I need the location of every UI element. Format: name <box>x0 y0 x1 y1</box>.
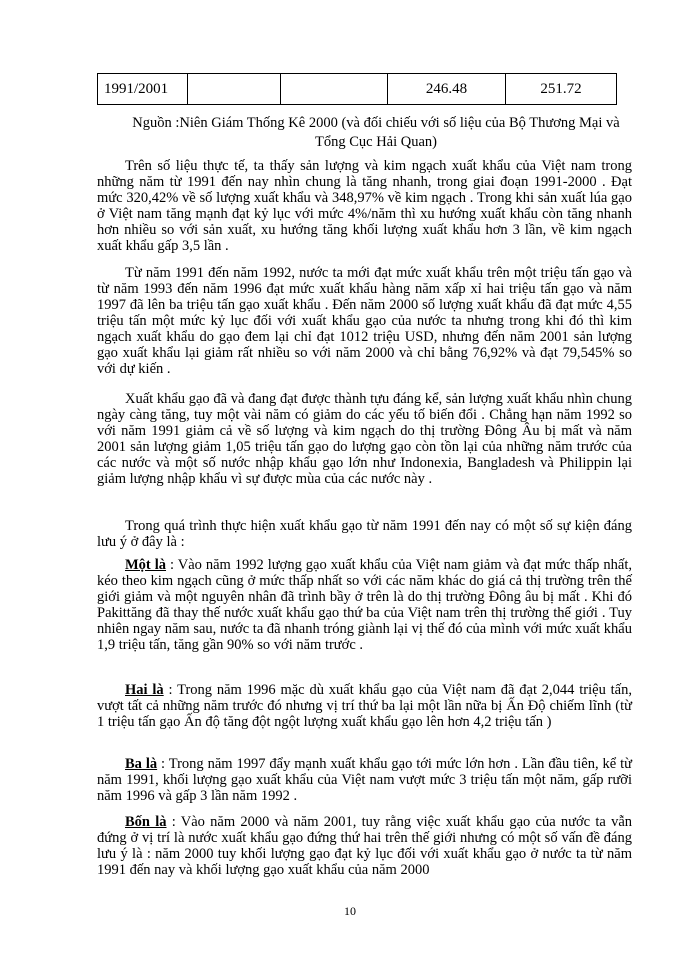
source-note: Nguồn :Niên Giám Thống Kê 2000 (và đối chiếu với số liệu của Bộ Thương Mại và Tổng Cục Hải Quan) <box>132 115 620 150</box>
paragraph-text <box>97 756 632 804</box>
table-cell-value: 246.48 <box>388 74 506 105</box>
paragraph-event-one <box>97 557 632 653</box>
paragraph <box>97 158 632 254</box>
event-label: Hai là <box>125 682 164 698</box>
event-label: Bốn là <box>125 814 167 830</box>
paragraph-text: Từ năm 1991 đến năm 1992, nước ta mới đạt mức xuất khẩu trên một triệu tấn gạo và từ năm 1993 đến năm 1996 đạt mức xuất khẩu hàng năm xấp xỉ hai triệu tấn gạo và năm 1997 đã lên ba triệu tấn gạo xuất khẩu . Đến năm 2000 số lượng xuất khẩu đã đạt mức 4,55 triệu tấn một mức kỷ lục đối với xuất khẩu gạo của nước ta nhưng trong khi đó thì kim ngạch xuất khẩu do gạo đem lại chỉ đạt 1012 triệu USD, nhưng đến năm 2001 sản lượng gạo xuất khẩu lại giảm rất nhiều so với năm 2000 và chỉ bằng 76,92% và đạt 79,545% so với dự kiến . <box>97 265 632 377</box>
paragraph-event-three <box>97 756 632 804</box>
paragraph <box>97 265 632 377</box>
table-cell-period: 1991/2001 <box>98 74 188 105</box>
paragraph-text: Trên số liệu thực tế, ta thấy sản lượng và kim ngạch xuất khẩu của Việt nam trong những năm từ 1991 đến nay nhìn chung là tăng nhanh, trong giai đoạn 1991-2000 . Đạt mức 320,42% về số lượng xuất khẩu và 348,97% về kim ngạch . Trong khi sản xuất lúa gạo ở Việt nam tăng mạnh đạt kỷ lục với mức 4%/năm thì xu hướng xuất khẩu còn tăng nhanh hơn nhiều so với sản xuất, xu hướng tăng khối lượng xuất khẩu hơn 3 lần, về kim ngạch xuất khẩu gấp 3,5 lần . <box>97 158 632 254</box>
paragraph-event-four <box>97 814 632 878</box>
table-cell <box>281 74 388 105</box>
event-label: Ba là <box>125 756 158 772</box>
paragraph-text <box>97 814 632 878</box>
paragraph-text: Trong quá trình thực hiện xuất khẩu gạo từ năm 1991 đến nay có một số sự kiện đáng lưu ý ở đây là : <box>97 518 632 550</box>
event-text: : Trong năm 1997 đẩy mạnh xuất khẩu gạo tới mức lớn hơn . Lần đầu tiên, kể từ năm 1991, khối lượng gạo xuất khẩu của Việt nam vượt mức 3 triệu tấn một năm, gấp rưỡi năm 1996 và gấp 3 lần năm 1992 . <box>97 756 632 804</box>
table-row <box>98 74 617 105</box>
paragraph-text <box>97 682 632 730</box>
table-cell <box>188 74 281 105</box>
paragraph <box>97 518 632 550</box>
event-text: : Vào năm 1992 lượng gạo xuất khẩu của Việt nam giảm và đạt mức thấp nhất, kéo theo kim ngạch cũng ở mức thấp nhất so với các năm khác do giá cả thị trường trên thế giới giảm và một nguyên nhân đã trình bầy ở trên là do thị trường Đông âu bị mất . Khi đó Pakittăng đã thay thế nước xuất khẩu gạo thứ ba của Việt nam trên thị trường thế giới . Tuy nhiên ngay năm sau, nước ta đã nhanh tróng giành lại vị thế đó của mình với mức xuất khẩu 1,9 triệu tấn, tăng gần 90% so với năm trước . <box>97 557 632 653</box>
table-cell-value: 251.72 <box>506 74 617 105</box>
paragraph-event-two <box>97 682 632 730</box>
event-text: : Trong năm 1996 mặc dù xuất khẩu gạo của Việt nam đã đạt 2,044 triệu tấn, vượt tất cả những năm trước đó nhưng vị trí thứ ba lại một lần nữa bị Ấn Độ chiếm lĩnh (từ 1 triệu tấn gạo Ấn độ tăng đột ngột lượng xuất khẩu gạo lên hơn 4,2 triệu tấn ) <box>97 682 632 730</box>
export-data-table <box>97 73 617 105</box>
event-text: : Vào năm 2000 và năm 2001, tuy rằng việc xuất khẩu gạo của nước ta vẫn đứng ở vị trí là nước xuất khẩu gạo đứng thứ hai trên thế giới nhưng có một số vấn đề đáng lưu ý là : năm 2000 tuy khối lượng gạo đạt kỷ lục đối với xuất khẩu gạo ở nước ta từ năm 1991 đến nay và khối lượng gạo xuất khẩu của năm 2000 <box>97 814 633 878</box>
paragraph <box>97 391 632 487</box>
page-number: 10 <box>344 904 356 918</box>
paragraph-text: Xuất khẩu gạo đã và đang đạt được thành tựu đáng kể, sản lượng xuất khẩu nhìn chung ngày càng tăng, tuy một vài năm có giảm do các yếu tố biến đổi . Chẳng hạn năm 1992 so với năm 1991 giảm cả về số lượng và kim ngạch do thị trường Đông Âu bị mất và năm 2001 sản lượng giảm 1,05 triệu tấn gạo do lượng gạo còn tồn lại của những năm trước của các nước và một số nước nhập khẩu gạo lớn như Indonexia, Bangladesh và Philippin lại giảm lượng nhập khẩu vì sự được mùa của các nước này . <box>97 391 632 487</box>
event-label: Một là <box>125 557 167 573</box>
paragraph-text <box>97 557 632 653</box>
